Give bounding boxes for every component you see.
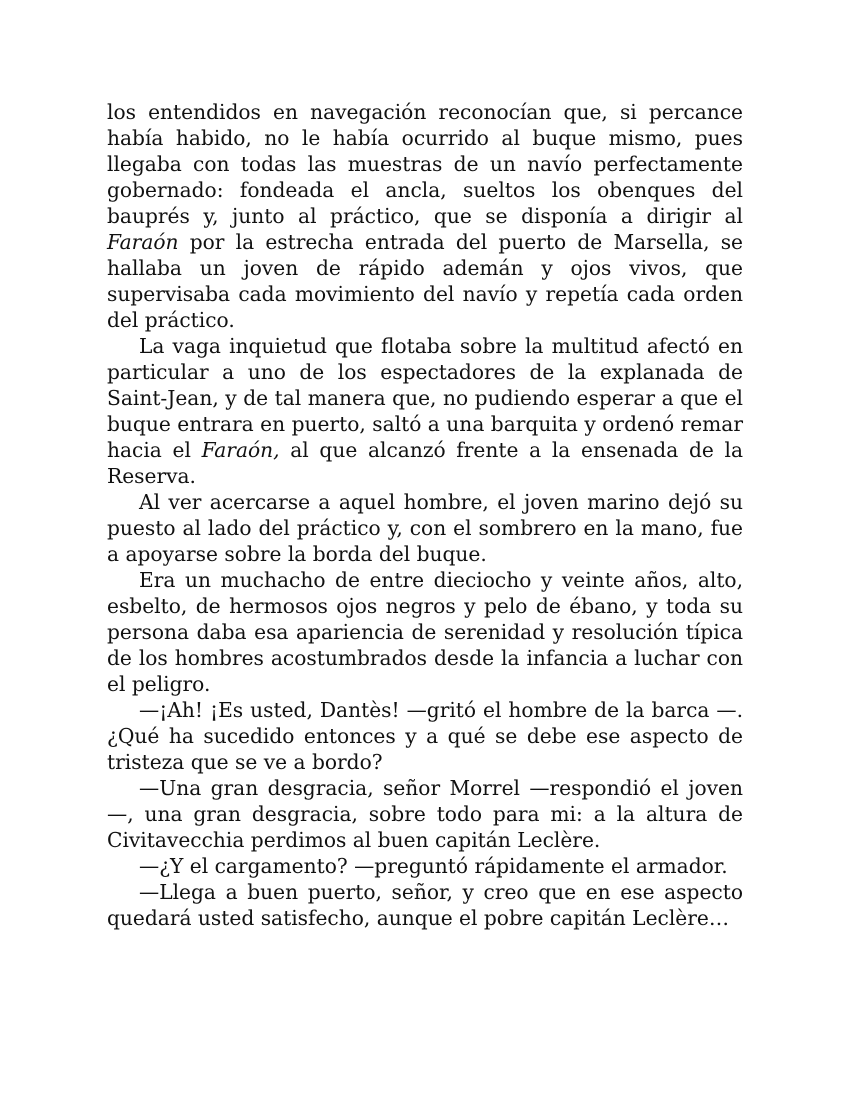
- paragraph: [107, 99, 743, 333]
- paragraph-text: al que alcanzó frente a la ensenada de la Reserva.: [107, 438, 744, 488]
- paragraph-text: —¡Ah! ¡Es usted, Dantès! —gritó el hombre de la barca —. ¿Qué ha sucedido entonces y a qué se debe ese aspecto de tristeza que se ve a bordo?: [107, 698, 743, 774]
- paragraph: [107, 333, 743, 489]
- paragraph-text: Era un muchacho de entre dieciocho y veinte años, alto, esbelto, de hermosos ojos negros y pelo de ébano, y toda su persona daba esa apariencia de serenidad y resolución típica de los hombres acostumbrados desde la infancia a luchar con el peligro.: [107, 568, 743, 696]
- paragraph-text: Al ver acercarse a aquel hombre, el joven marino dejó su puesto al lado del práctico y, con el sombrero en la mano, fue a apoyarse sobre la borda del buque.: [107, 490, 743, 566]
- ship-name-italic: Faraón,: [201, 438, 280, 462]
- dialogue-paragraph: [107, 879, 743, 931]
- paragraph-text: por la estrecha entrada del puerto de Marsella, se hallaba un joven de rápido ademán y ojos vivos, que supervisaba cada movimiento del navío y repetía cada orden del práctico.: [107, 230, 743, 332]
- dialogue-paragraph: [107, 853, 743, 879]
- ship-name-italic: Faraón: [107, 230, 179, 254]
- paragraph: [107, 489, 743, 567]
- paragraph: [107, 567, 743, 697]
- dialogue-paragraph: [107, 775, 743, 853]
- paragraph-text: La vaga inquietud que flotaba sobre la multitud afectó en particular a uno de los espectadores de la explanada de Saint-Jean, y de tal manera que, no pudiendo esperar a que el buque entrara en puerto, saltó a una barquita y ordenó remar hacia el: [107, 334, 743, 462]
- paragraph-text: —Llega a buen puerto, señor, y creo que en ese aspecto quedará usted satisfecho, aunque el pobre capitán Leclère…: [107, 880, 743, 930]
- paragraph-text: los entendidos en navegación reconocían que, si percance había habido, no le había ocurrido al buque mismo, pues llegaba con todas las muestras de un navío perfectamente gobernado: fondeada el ancla, sueltos los obenques del bauprés y, junto al práctico, que se disponía a dirigir al: [107, 100, 743, 228]
- paragraph-text: —¿Y el cargamento? —preguntó rápidamente el armador.: [139, 854, 728, 878]
- book-page-body: [107, 99, 743, 931]
- dialogue-paragraph: [107, 697, 743, 775]
- paragraph-text: —Una gran desgracia, señor Morrel —respondió el joven —, una gran desgracia, sobre todo para mi: a la altura de Civitavecchia perdimos al buen capitán Leclère.: [107, 776, 743, 852]
